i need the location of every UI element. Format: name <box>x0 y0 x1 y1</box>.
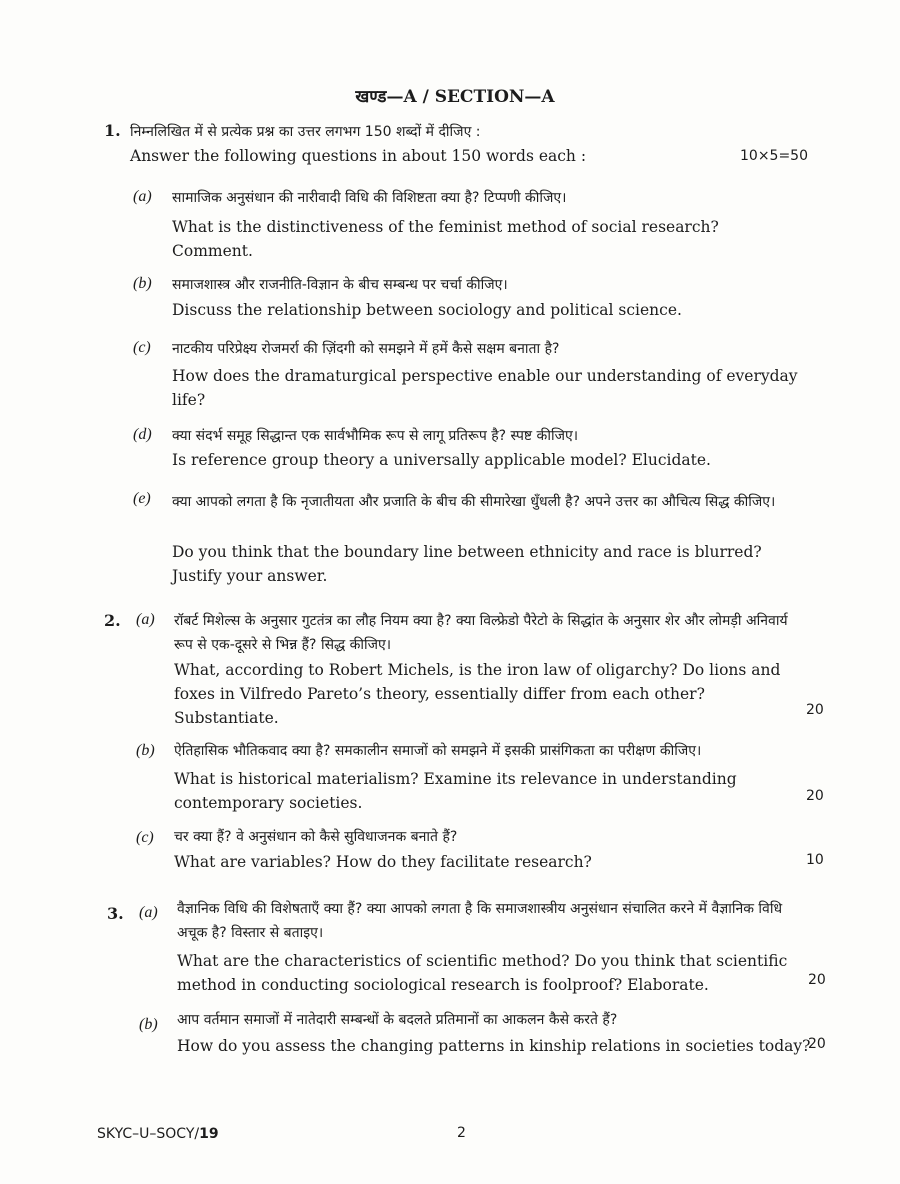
q1e-hindi: क्या आपको लगता है कि नृजातीयता और प्रजाति के बीच की सीमारेखा धुँधली है? अपने उत्तर का औचित्य सिद्ध कीजिए। <box>172 494 776 510</box>
q1-instruction-english: Answer the following questions in about 150 words each : <box>130 147 587 165</box>
page-number: 2 <box>457 1125 466 1141</box>
q2a-english: What, according to Robert Michels, is the iron law of oligarchy? Do lions and foxes in Vilfredo Pareto’s theory, essentially differ from each other? Substantiate. <box>174 661 781 727</box>
q3a-marks: 20 <box>808 972 826 988</box>
paper-code-number: 19 <box>199 1126 219 1142</box>
q1c-english: How does the dramaturgical perspective enable our understanding of everyday life? <box>172 367 798 409</box>
q1b-english: Discuss the relationship between sociology and political science. <box>172 301 682 319</box>
question-number-2: 2. <box>104 611 121 630</box>
q2c-hindi: चर क्या हैं? वे अनुसंधान को कैसे सुविधाजनक बनाते हैं? <box>174 829 458 845</box>
q2b-marks: 20 <box>806 788 824 804</box>
q1e-label: (e) <box>133 490 151 507</box>
q2b-hindi: ऐतिहासिक भौतिकवाद क्या है? समकालीन समाजों को समझने में इसकी प्रासंगिकता का परीक्षण कीजिए। <box>174 743 702 759</box>
q2c-marks: 10 <box>806 852 824 868</box>
q2b-english: What is historical materialism? Examine its relevance in understanding contemporary societies. <box>174 770 737 812</box>
q1c-hindi: नाटकीय परिप्रेक्ष्य रोजमर्रा की ज़िंदगी को समझने में हमें कैसे सक्षम बनाता है? <box>172 341 560 357</box>
q3a-hindi: वैज्ञानिक विधि की विशेषताएँ क्या हैं? क्या आपको लगता है कि समाजशास्त्रीय अनुसंधान संचालित करने में वैज्ञानिक विधि अचूक है? विस्तार से बताइए। <box>177 901 783 941</box>
q3a-label: (a) <box>139 904 158 921</box>
q3b-marks: 20 <box>808 1036 826 1052</box>
question-number-1: 1. <box>104 121 121 140</box>
q2a-hindi: रॉबर्ट मिशेल्स के अनुसार गुटतंत्र का लौह नियम क्या है? क्या विल्फ्रेडो पैरेटो के सिद्धांत के अनुसार शेर और लोमड़ी अनिवार्य रूप से एक-दूसरे से भिन्न हैं? सिद्ध कीजिए। <box>174 613 788 653</box>
q2b-label: (b) <box>136 742 155 759</box>
q1-instruction-hindi: निम्नलिखित में से प्रत्येक प्रश्न का उत्तर लगभग 150 शब्दों में दीजिए : <box>130 124 481 140</box>
section-heading: खण्ड—A / SECTION—A <box>355 87 555 107</box>
paper-code-prefix: SKYC–U–SOCY/ <box>97 1126 200 1142</box>
q3a-english: What are the characteristics of scientific method? Do you think that scientific method in conducting sociological research is foolproof? Elaborate. <box>177 952 788 994</box>
q1e-english: Do you think that the boundary line between ethnicity and race is blurred? Justify your answer. <box>172 543 762 585</box>
q2c-english: What are variables? How do they facilitate research? <box>174 853 592 871</box>
q1a-english: What is the distinctiveness of the feminist method of social research? Comment. <box>172 218 719 260</box>
q1d-hindi: क्या संदर्भ समूह सिद्धान्त एक सार्वभौमिक रूप से लागू प्रतिरूप है? स्पष्ट कीजिए। <box>172 428 579 444</box>
q1c-label: (c) <box>133 339 151 356</box>
q1d-label: (d) <box>133 426 152 443</box>
q2c-label: (c) <box>136 829 154 846</box>
q1b-label: (b) <box>133 275 152 292</box>
question-number-3: 3. <box>107 904 124 923</box>
q1d-english: Is reference group theory a universally applicable model? Elucidate. <box>172 451 711 469</box>
paper-code <box>97 1126 219 1142</box>
q3b-label: (b) <box>139 1016 158 1033</box>
q2a-label: (a) <box>136 611 155 628</box>
q3b-hindi: आप वर्तमान समाजों में नातेदारी सम्बन्धों के बदलते प्रतिमानों का आकलन कैसे करते हैं? <box>177 1012 618 1028</box>
q1a-hindi: सामाजिक अनुसंधान की नारीवादी विधि की विशिष्टता क्या है? टिप्पणी कीजिए। <box>172 190 567 206</box>
q1a-label: (a) <box>133 188 152 205</box>
q1b-hindi: समाजशास्त्र और राजनीति-विज्ञान के बीच सम्बन्ध पर चर्चा कीजिए। <box>172 277 508 293</box>
q1-marks: 10×5=50 <box>740 148 808 164</box>
q3b-english: How do you assess the changing patterns in kinship relations in societies today? <box>177 1037 811 1055</box>
q2a-marks: 20 <box>806 702 824 718</box>
